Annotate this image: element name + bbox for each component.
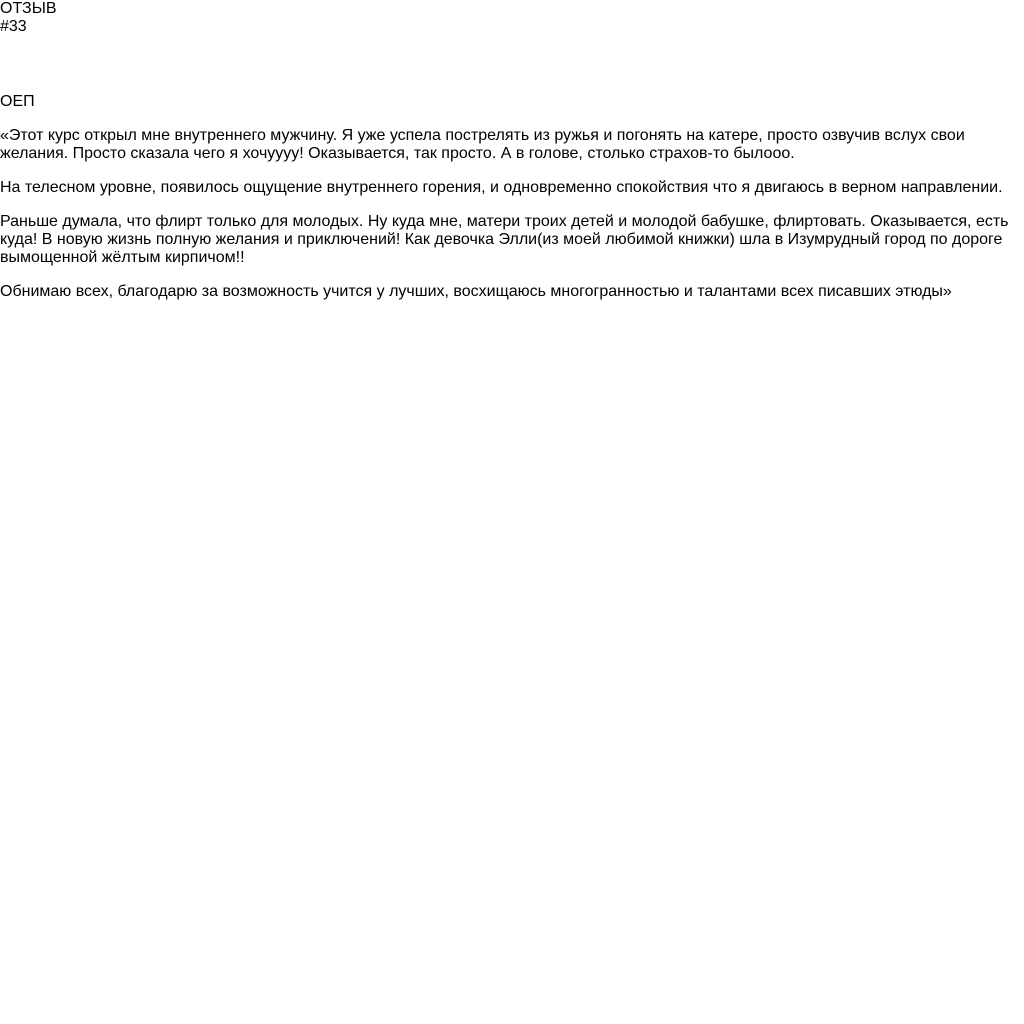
outline-headline-word: ОТЗЫВ bbox=[0, 0, 57, 17]
brand-logo-text: ОЕП bbox=[0, 93, 35, 110]
outline-issue-number: #33 bbox=[0, 18, 27, 35]
background-wood-texture bbox=[28, 8, 1024, 1024]
review-paragraph: Раньше думала, что флирт только для молодых. Ну куда мне, матери троих детей и молодой бабушке, флиртовать. Оказывается, есть куда! В новую жизнь полную желания и приключений! Как девочка Элли(из моей любимой книжки) шла в Изумрудный город по дороге вымощенной жёлтым кирпичом!! bbox=[0, 213, 1009, 266]
bark-strip-1 bbox=[28, 8, 148, 1024]
review-paragraph: Обнимаю всех, благодарю за возможность учится у лучших, восхищаюсь многогранностью и талантами всех писавших этюды» bbox=[0, 283, 952, 300]
review-paragraph: «Этот курс открыл мне внутреннего мужчину. Я уже успела пострелять из ружья и погонять на катере, просто озвучив вслух свои желания. Просто сказала чего я хочуууу! Оказывается, так просто. А в голове, столько страхов-то былооо. bbox=[0, 127, 965, 162]
review-paragraph: На телесном уровне, появилось ощущение внутреннего горения, и одновременно спокойствия что я двигаюсь в верном направлении. bbox=[0, 179, 1003, 196]
